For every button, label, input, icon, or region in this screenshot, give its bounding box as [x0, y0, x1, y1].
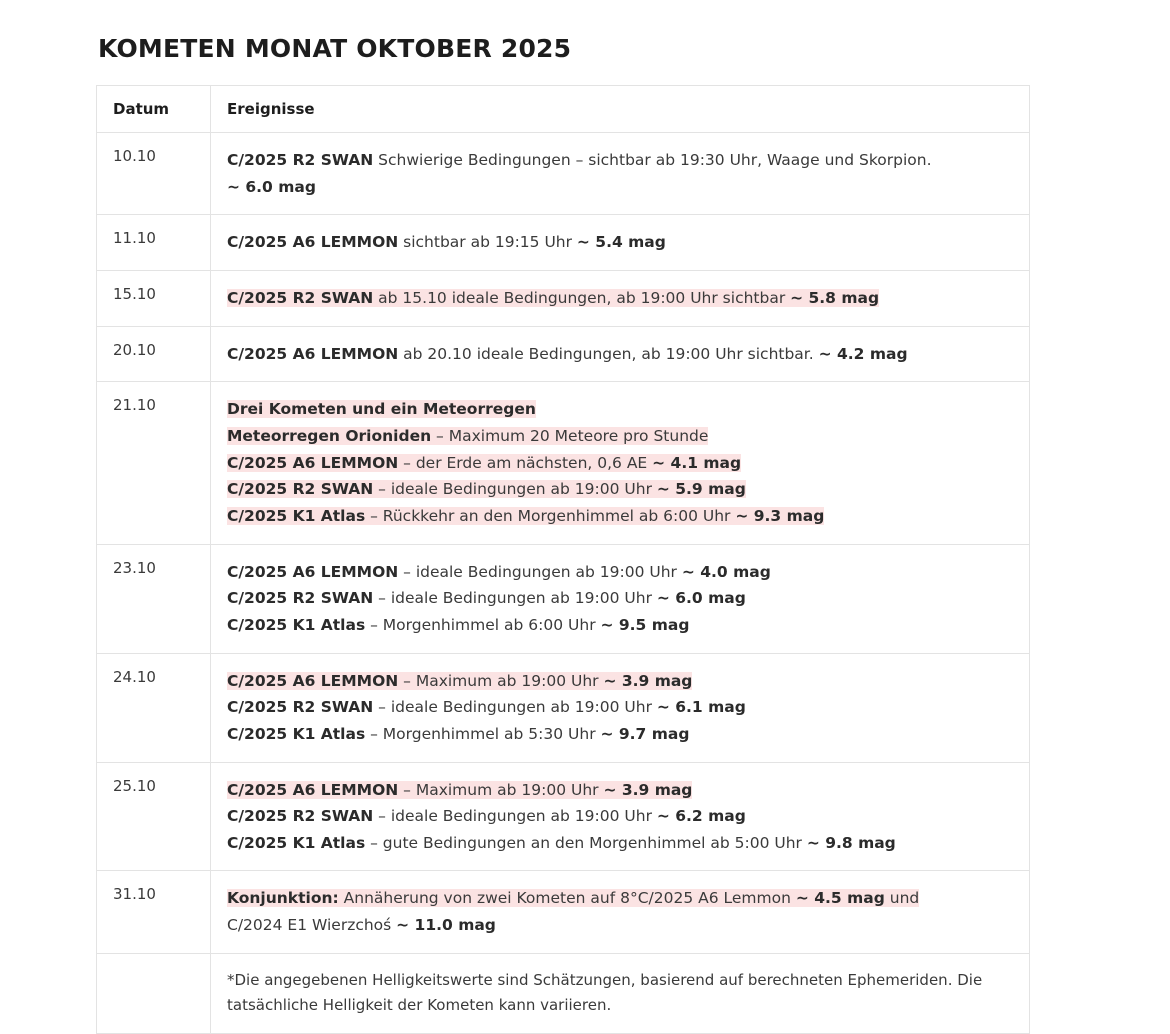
table-header-row — [97, 86, 1030, 133]
table-row — [97, 133, 1030, 215]
event-text-strong: ~ 5.8 mag — [790, 288, 880, 307]
event-text-strong: ~ 4.0 mag — [681, 562, 771, 581]
event-line — [227, 612, 1013, 639]
event-text-strong: C/2025 K1 Atlas — [227, 833, 366, 852]
event-line — [227, 912, 1013, 939]
event-text-strong: C/2025 A6 LEMMON — [227, 562, 399, 581]
cell-events — [211, 871, 1030, 953]
event-text: – ideale Bedingungen ab 19:00 Uhr — [373, 589, 657, 608]
event-line — [227, 585, 1013, 612]
event-text-strong: ~ 6.2 mag — [656, 807, 746, 826]
event-text: – Rückkehr an den Morgenhimmel ab 6:00 Uhr — [365, 506, 736, 525]
cell-date: 11.10 — [97, 215, 211, 271]
footnote-text: *Die angegebenen Helligkeitswerte sind Schätzungen, basierend auf berechneten Ephemeriden. Die tatsächliche Helligkeit der Kometen kann variieren. — [211, 953, 1030, 1033]
event-line — [227, 396, 1013, 423]
event-line — [227, 476, 1013, 503]
event-text-strong: C/2025 R2 SWAN — [227, 480, 374, 499]
cell-date: 24.10 — [97, 653, 211, 762]
event-line — [227, 885, 1013, 912]
event-line — [227, 341, 1013, 368]
cell-date: 23.10 — [97, 544, 211, 653]
event-text-strong: ~ 6.0 mag — [656, 589, 746, 608]
cell-events — [211, 215, 1030, 271]
event-text-strong: ~ 9.8 mag — [806, 833, 896, 852]
event-text: sichtbar ab 19:15 Uhr — [398, 233, 577, 252]
table-row — [97, 382, 1030, 544]
event-text: – Maximum ab 19:00 Uhr — [398, 671, 604, 690]
event-text-strong: Meteorregen Orioniden — [227, 426, 432, 445]
table-row — [97, 762, 1030, 871]
table-row — [97, 871, 1030, 953]
event-text: ab 20.10 ideale Bedingungen, ab 19:00 Uhr sichtbar. — [398, 344, 819, 363]
cell-events — [211, 382, 1030, 544]
table-row — [97, 544, 1030, 653]
event-line — [227, 423, 1013, 450]
event-text: Schwierige Bedingungen – sichtbar ab 19:30 Uhr, Waage und Skorpion. — [373, 151, 932, 169]
event-text-strong: ~ 3.9 mag — [603, 780, 693, 799]
event-text-strong: ~ 9.3 mag — [735, 506, 825, 525]
event-text-strong: C/2025 R2 SWAN — [227, 589, 374, 608]
event-line — [227, 285, 1013, 312]
cell-date-empty — [97, 953, 211, 1033]
cell-date: 10.10 — [97, 133, 211, 215]
cell-events — [211, 544, 1030, 653]
table-header — [97, 86, 1030, 133]
cell-events — [211, 133, 1030, 215]
event-text-strong: C/2025 A6 LEMMON — [227, 453, 399, 472]
event-text: – ideale Bedingungen ab 19:00 Uhr — [373, 698, 657, 717]
event-text-strong: ~ 4.1 mag — [652, 453, 742, 472]
event-text-strong: C/2025 A6 LEMMON — [227, 233, 399, 252]
table-row — [97, 653, 1030, 762]
event-text-strong: ~ 5.4 mag — [576, 233, 666, 252]
event-text: – ideale Bedingungen ab 19:00 Uhr — [373, 807, 657, 826]
event-text: – Morgenhimmel ab 6:00 Uhr — [365, 615, 601, 634]
event-text: – Maximum ab 19:00 Uhr — [398, 780, 604, 799]
event-text: – ideale Bedingungen ab 19:00 Uhr — [373, 480, 657, 499]
event-line — [227, 721, 1013, 748]
table-body — [97, 133, 1030, 1034]
event-text-strong: C/2025 R2 SWAN — [227, 698, 374, 717]
footnote-row — [97, 953, 1030, 1033]
event-text-strong: ~ 4.2 mag — [818, 344, 908, 363]
comet-events-table — [96, 85, 1030, 1034]
event-text-strong: C/2025 K1 Atlas — [227, 724, 366, 743]
event-text-strong: C/2025 R2 SWAN — [227, 807, 374, 826]
column-header-events: Ereignisse — [211, 86, 1030, 133]
event-text-strong: C/2025 A6 LEMMON — [227, 780, 399, 799]
page-title: KOMETEN MONAT OKTOBER 2025 — [98, 34, 572, 63]
event-text-strong: ~ 6.1 mag — [656, 698, 746, 717]
event-line — [227, 174, 1013, 201]
event-text-strong: C/2025 A6 LEMMON — [227, 344, 399, 363]
cell-date: 20.10 — [97, 326, 211, 382]
event-line — [227, 559, 1013, 586]
event-line — [227, 694, 1013, 721]
cell-date: 25.10 — [97, 762, 211, 871]
cell-events — [211, 326, 1030, 382]
event-text: – der Erde am nächsten, 0,6 AE — [398, 453, 653, 472]
event-line — [227, 830, 1013, 857]
event-text: – ideale Bedingungen ab 19:00 Uhr — [398, 562, 682, 581]
event-line — [227, 450, 1013, 477]
event-text-strong: C/2025 R2 SWAN — [227, 151, 374, 169]
event-text-strong: ~ 6.0 mag — [227, 177, 316, 196]
event-text-strong: ~ 3.9 mag — [603, 671, 693, 690]
event-text: C/2024 E1 Wierzchoś — [227, 916, 397, 935]
table-row — [97, 270, 1030, 326]
cell-date: 15.10 — [97, 270, 211, 326]
event-text: und — [884, 889, 920, 908]
event-text: ab 15.10 ideale Bedingungen, ab 19:00 Uhr sichtbar — [373, 288, 791, 307]
cell-date: 31.10 — [97, 871, 211, 953]
column-header-date: Datum — [97, 86, 211, 133]
event-text-strong: Drei Kometen und ein Meteorregen — [227, 400, 536, 419]
event-line — [227, 503, 1013, 530]
event-text: – Maximum 20 Meteore pro Stunde — [431, 426, 709, 445]
event-text-strong: ~ 5.9 mag — [656, 480, 746, 499]
event-line — [227, 777, 1013, 804]
event-line — [227, 147, 1013, 174]
event-line — [227, 229, 1013, 256]
event-text: – gute Bedingungen an den Morgenhimmel ab 5:00 Uhr — [365, 833, 807, 852]
event-text-strong: C/2025 A6 LEMMON — [227, 671, 399, 690]
event-line — [227, 803, 1013, 830]
event-text-strong: ~ 4.5 mag — [795, 889, 885, 908]
event-text-strong: C/2025 K1 Atlas — [227, 506, 366, 525]
cell-events — [211, 653, 1030, 762]
event-text-strong: ~ 9.7 mag — [600, 724, 690, 743]
cell-date: 21.10 — [97, 382, 211, 544]
cell-events — [211, 762, 1030, 871]
table-row — [97, 215, 1030, 271]
event-text-strong: C/2025 R2 SWAN — [227, 288, 374, 307]
event-line — [227, 668, 1013, 695]
event-text-strong: C/2025 K1 Atlas — [227, 615, 366, 634]
event-text: – Morgenhimmel ab 5:30 Uhr — [365, 724, 601, 743]
cell-events — [211, 270, 1030, 326]
event-text-strong: ~ 9.5 mag — [600, 615, 690, 634]
event-text: Annäherung von zwei Kometen auf 8°C/2025 A6 Lemmon — [338, 889, 796, 908]
table-row — [97, 326, 1030, 382]
event-text-strong: ~ 11.0 mag — [396, 916, 496, 935]
event-text-strong: Konjunktion: — [227, 889, 339, 908]
